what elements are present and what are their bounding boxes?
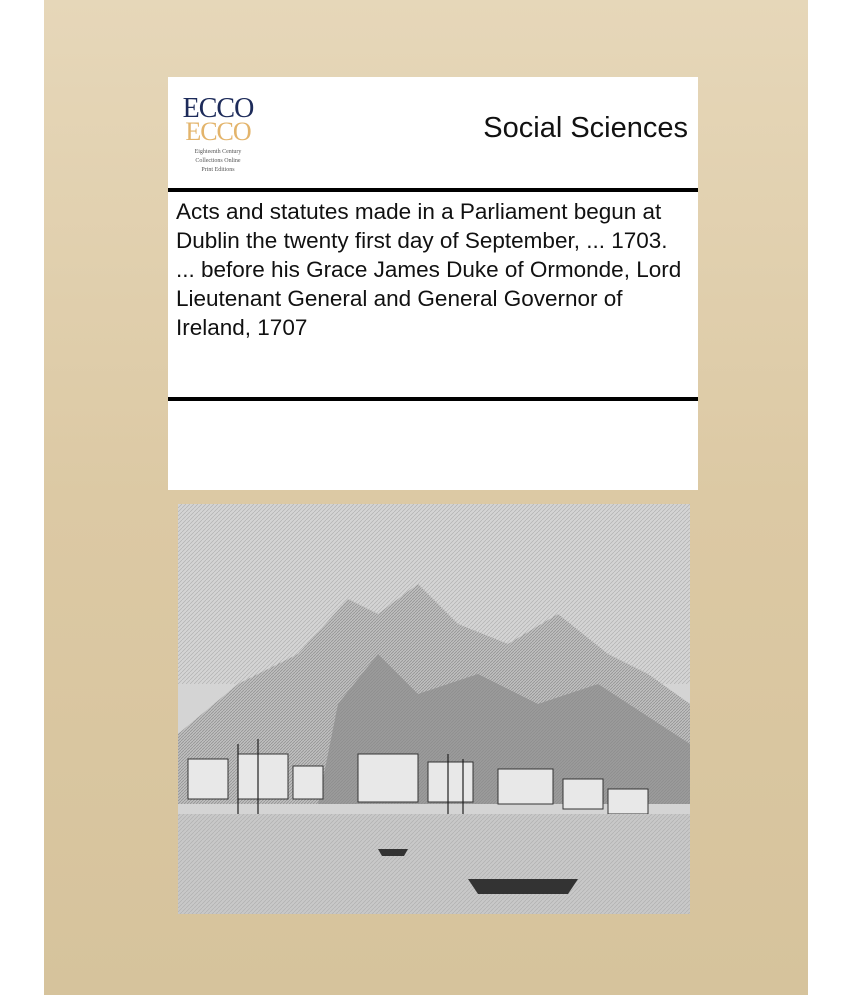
logo-line-1: Eighteenth Century	[194, 149, 242, 155]
series-label: Social Sciences	[483, 112, 688, 144]
boat	[468, 879, 578, 894]
harbour-engraving	[178, 504, 690, 914]
logo-mark: ECCO	[182, 93, 254, 124]
title-panel	[168, 77, 698, 490]
cover-illustration	[178, 504, 690, 914]
logo-line-3: Print Editions	[201, 167, 235, 173]
logo-line-2: Collections Online	[195, 158, 241, 164]
top-rule	[168, 188, 698, 192]
logo-ghost-mark: ECCO	[185, 117, 251, 146]
book-title: Acts and statutes made in a Parliament begun at Dublin the twenty first day of September, ... 1703. ... before his Grace James Duke of Ormonde, Lord Lieutenant General and General Governor of Ireland, 1707	[176, 199, 682, 340]
ecco-logo	[182, 87, 254, 187]
bottom-rule	[168, 397, 698, 401]
